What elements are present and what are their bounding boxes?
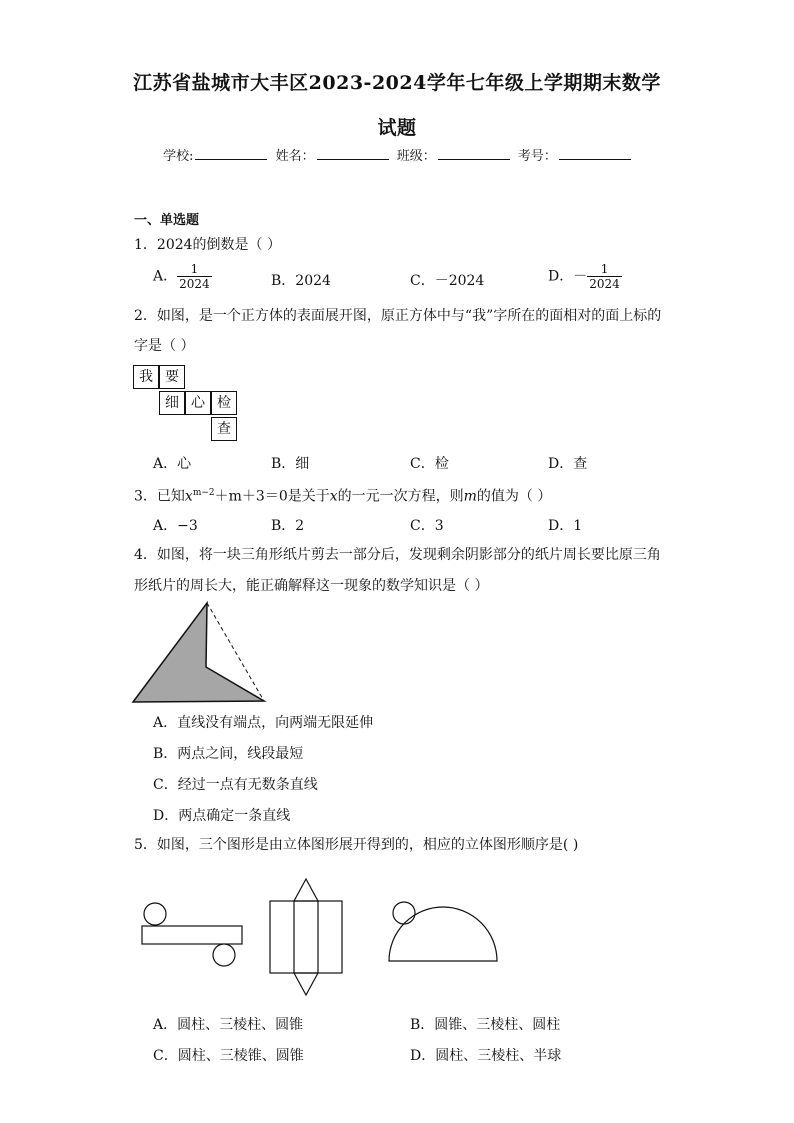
cone-lateral-sector [389, 907, 497, 961]
q5-option-a[interactable]: A．圆柱、三棱柱、圆锥 [153, 1017, 304, 1033]
exam-number-label: 考号： [517, 149, 557, 164]
q3-option-d[interactable]: D．1 [548, 518, 583, 534]
q4-option-c[interactable]: C．经过一点有无数条直线 [153, 777, 318, 793]
question-1-stem: 1．2024的倒数是（ ） [134, 237, 281, 253]
q1-option-d-fraction [587, 262, 622, 291]
q1-option-d-label: D．－ [548, 268, 588, 285]
q1-a-numerator: 1 [177, 262, 212, 277]
q4-option-d[interactable]: D．两点确定一条直线 [153, 808, 291, 824]
q3-option-a[interactable]: A．−3 [153, 518, 198, 534]
q1-option-d[interactable] [548, 262, 622, 291]
q3-prefix: 3．已知 [134, 488, 185, 505]
question-5-stem: 5．如图，三个图形是由立体图形展开得到的，相应的立体图形顺序是( ) [134, 837, 579, 853]
q1-option-a-fraction [177, 262, 212, 291]
triangular-prism-net [270, 879, 342, 995]
q3-mid2: 的一元一次方程，则 [337, 488, 464, 505]
q1-option-b[interactable]: B．2024 [271, 273, 331, 289]
section-title: 一、单选题 [134, 213, 200, 228]
q4-option-a[interactable]: A．直线没有端点，向两端无限延伸 [153, 715, 374, 731]
q1-option-a[interactable] [153, 262, 212, 291]
exam-title-line2: 试题 [377, 117, 417, 139]
q5-option-b[interactable]: B．圆锥、三棱柱、圆柱 [410, 1017, 561, 1033]
q3-end: 的值为（ ） [476, 488, 552, 505]
cylinder-top-circle [144, 903, 166, 925]
net-cell-jian: 检 [211, 391, 237, 415]
net-cell-xi: 细 [159, 391, 185, 415]
q3-eq-exponent: m−2 [192, 488, 215, 498]
exam-number-blank[interactable] [559, 147, 631, 160]
class-blank[interactable] [438, 147, 510, 160]
prism-lateral-rect [270, 901, 342, 973]
q2-option-b[interactable]: B．细 [271, 456, 310, 472]
cylinder-lateral-rect [142, 926, 242, 944]
question-4-stem-line2: 形纸片的周长大，能正确解释这一现象的数学知识是（ ） [134, 578, 489, 594]
prism-top-triangle [294, 879, 318, 901]
net-cell-wo: 我 [133, 365, 159, 389]
q1-a-denominator: 2024 [179, 277, 210, 291]
class-label: 班级： [396, 149, 436, 164]
question-2-stem-line2: 字是（ ） [134, 338, 195, 354]
cut-triangle-figure [130, 600, 270, 706]
school-label: 学校: [163, 149, 194, 164]
shaded-paper-piece [133, 603, 264, 702]
cone-net [389, 902, 497, 961]
q3-mid: 是关于 [287, 488, 330, 505]
q3-option-c[interactable]: C．3 [410, 518, 444, 534]
school-blank[interactable] [195, 147, 267, 160]
question-2-stem-line1: 2．如图，是一个正方体的表面展开图，原正方体中与“我”字所在的面相对的面上标的 [134, 308, 662, 324]
q2-option-a[interactable]: A．心 [153, 456, 192, 472]
q5-option-d[interactable]: D．圆柱、三棱柱、半球 [410, 1048, 562, 1064]
q5-option-c[interactable]: C．圆柱、三棱锥、圆锥 [153, 1048, 304, 1064]
q1-d-numerator: 1 [587, 262, 622, 277]
question-3-stem [134, 478, 674, 512]
exam-title-line1: 江苏省盐城市大丰区2023-2024学年七年级上学期期末数学 [133, 72, 661, 94]
name-label: 姓名： [275, 149, 315, 164]
q3-var-m: m [463, 488, 477, 505]
q4-option-b[interactable]: B．两点之间，线段最短 [153, 746, 304, 762]
net-cell-cha: 查 [211, 417, 237, 441]
q3-var-x: x [329, 488, 338, 505]
cone-base-circle [393, 902, 415, 924]
q3-eq-base: x [184, 488, 193, 505]
net-cell-yao: 要 [159, 365, 185, 389]
cylinder-net [142, 903, 242, 966]
net-cell-xin: 心 [185, 391, 211, 415]
prism-bottom-triangle [294, 973, 318, 995]
q2-option-d[interactable]: D．查 [548, 456, 588, 472]
q3-option-b[interactable]: B．2 [271, 518, 305, 534]
q1-option-c[interactable]: C．－2024 [410, 273, 485, 289]
q1-d-denominator: 2024 [589, 277, 620, 291]
q2-option-c[interactable]: C．检 [410, 456, 449, 472]
q3-eq-rest: ＋m＋3＝0 [214, 488, 288, 505]
name-blank[interactable] [317, 147, 389, 160]
question-4-stem-line1: 4．如图，将一块三角形纸片剪去一部分后，发现剩余阴影部分的纸片周长要比原三角 [134, 547, 661, 563]
solid-nets-figure [130, 875, 580, 1000]
cylinder-bottom-circle [213, 944, 235, 966]
q1-option-a-label: A． [153, 268, 178, 285]
student-info-row [0, 145, 794, 164]
